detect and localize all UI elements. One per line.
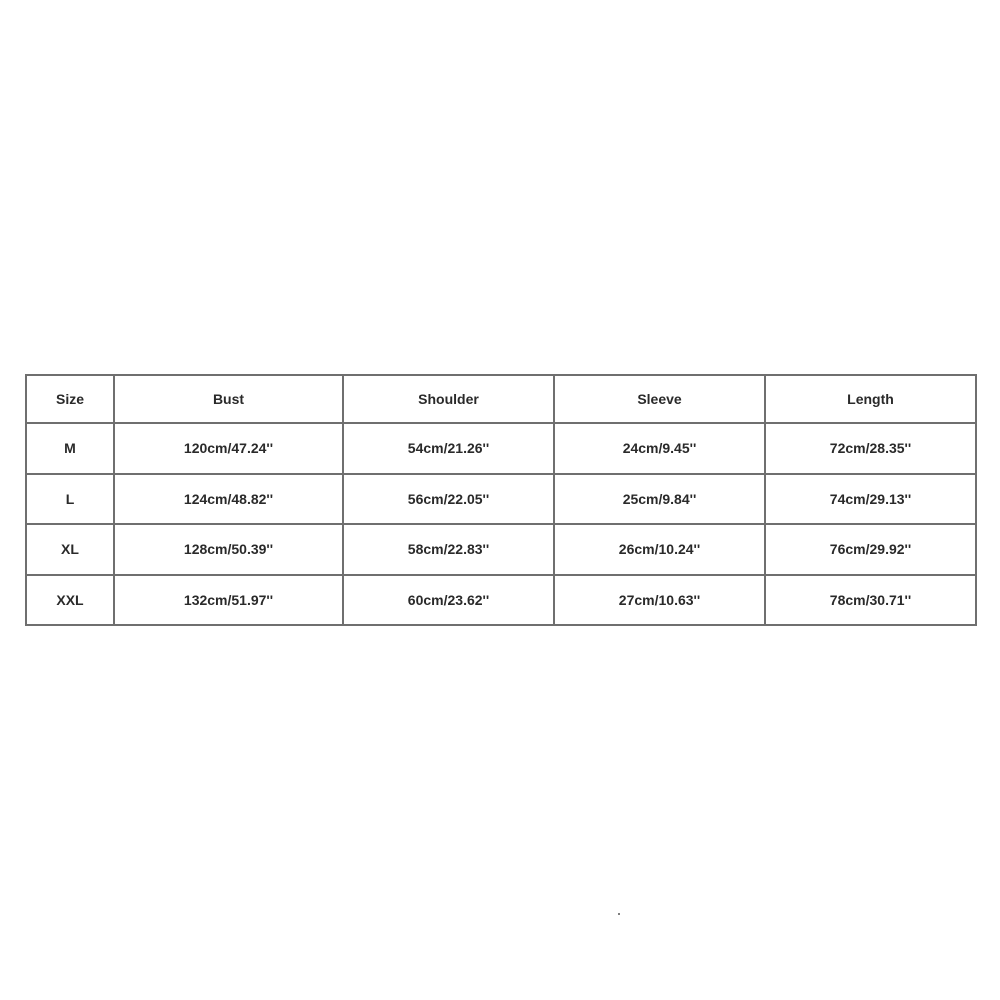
cell-shoulder: 56cm/22.05'' [343, 474, 554, 525]
stray-dot-mark [618, 913, 620, 915]
header-shoulder: Shoulder [343, 375, 554, 423]
header-sleeve: Sleeve [554, 375, 765, 423]
header-size: Size [26, 375, 114, 423]
cell-length: 74cm/29.13'' [765, 474, 976, 525]
cell-length: 78cm/30.71'' [765, 575, 976, 626]
cell-bust: 132cm/51.97'' [114, 575, 343, 626]
cell-size: L [26, 474, 114, 525]
table-row [26, 423, 976, 474]
cell-bust: 128cm/50.39'' [114, 524, 343, 575]
cell-bust: 120cm/47.24'' [114, 423, 343, 474]
cell-sleeve: 24cm/9.45'' [554, 423, 765, 474]
cell-sleeve: 25cm/9.84'' [554, 474, 765, 525]
cell-sleeve: 27cm/10.63'' [554, 575, 765, 626]
table-row [26, 575, 976, 626]
cell-size: XL [26, 524, 114, 575]
header-length: Length [765, 375, 976, 423]
cell-shoulder: 54cm/21.26'' [343, 423, 554, 474]
size-chart-table [25, 374, 977, 626]
cell-bust: 124cm/48.82'' [114, 474, 343, 525]
cell-shoulder: 60cm/23.62'' [343, 575, 554, 626]
cell-sleeve: 26cm/10.24'' [554, 524, 765, 575]
cell-length: 72cm/28.35'' [765, 423, 976, 474]
cell-length: 76cm/29.92'' [765, 524, 976, 575]
cell-size: XXL [26, 575, 114, 626]
cell-size: M [26, 423, 114, 474]
table-row [26, 474, 976, 525]
header-bust: Bust [114, 375, 343, 423]
table-header-row [26, 375, 976, 423]
cell-shoulder: 58cm/22.83'' [343, 524, 554, 575]
table-row [26, 524, 976, 575]
